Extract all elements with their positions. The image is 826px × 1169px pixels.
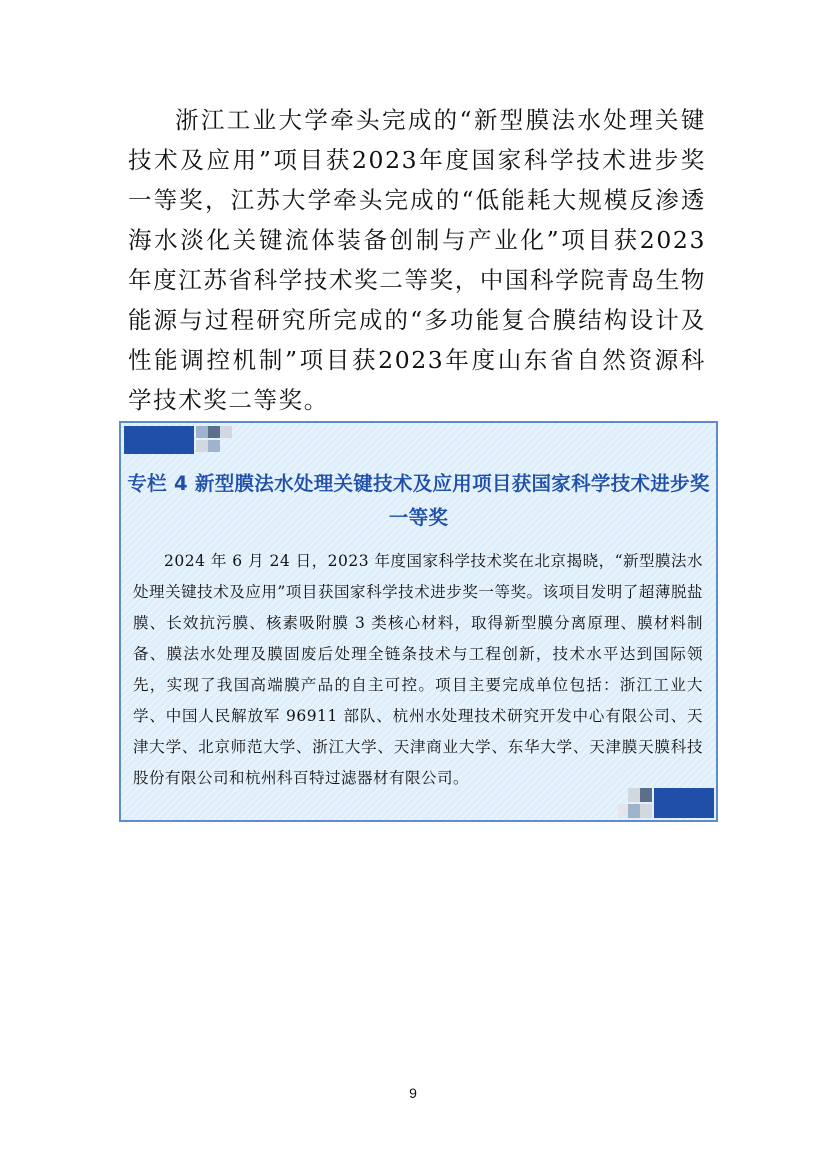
corner-decoration-bottom-right <box>618 788 714 818</box>
sidebar-box <box>119 421 718 822</box>
sidebar-body: 2024 年 6 月 24 日，2023 年度国家科学技术奖在北京揭晓，“新型膜法水处理关键技术及应用”项目获国家科学技术进步奖一等奖。该项目发明了超薄脱盐膜、长效抗污膜、核素吸附膜 3 类核心材料，取得新型膜分离原理、膜材料制备、膜法水处理及膜固废后处理全链条技术与工程创新，技术水平达到国际领先，实现了我国高端膜产品的自主可控。项目主要完成单位包括：浙江工业大学、中国人民解放军 96911 部队、杭州水处理技术研究开发中心有限公司、天津大学、北京师范大学、浙江大学、天津商业大学、东华大学、天津膜天膜科技股份有限公司和杭州科百特过滤器材有限公司。 <box>133 552 703 787</box>
corner-decoration-top-left <box>124 426 234 454</box>
main-paragraph: 浙江工业大学牵头完成的“新型膜法水处理关键技术及应用”项目获2023年度国家科学技术进步奖一等奖，江苏大学牵头完成的“低能耗大规模反渗透海水淡化关键流体装备创制与产业化”项目获2023年度江苏省科学技术奖二等奖，中国科学院青岛生物能源与过程研究所完成的“多功能复合膜结构设计及性能调控机制”项目获2023年度山东省自然资源科学技术奖二等奖。 <box>128 106 707 414</box>
sidebar-title: 专栏 4 新型膜法水处理关键技术及应用项目获国家科学技术进步奖一等奖 <box>127 472 710 529</box>
page-number: 9 <box>409 1085 417 1101</box>
